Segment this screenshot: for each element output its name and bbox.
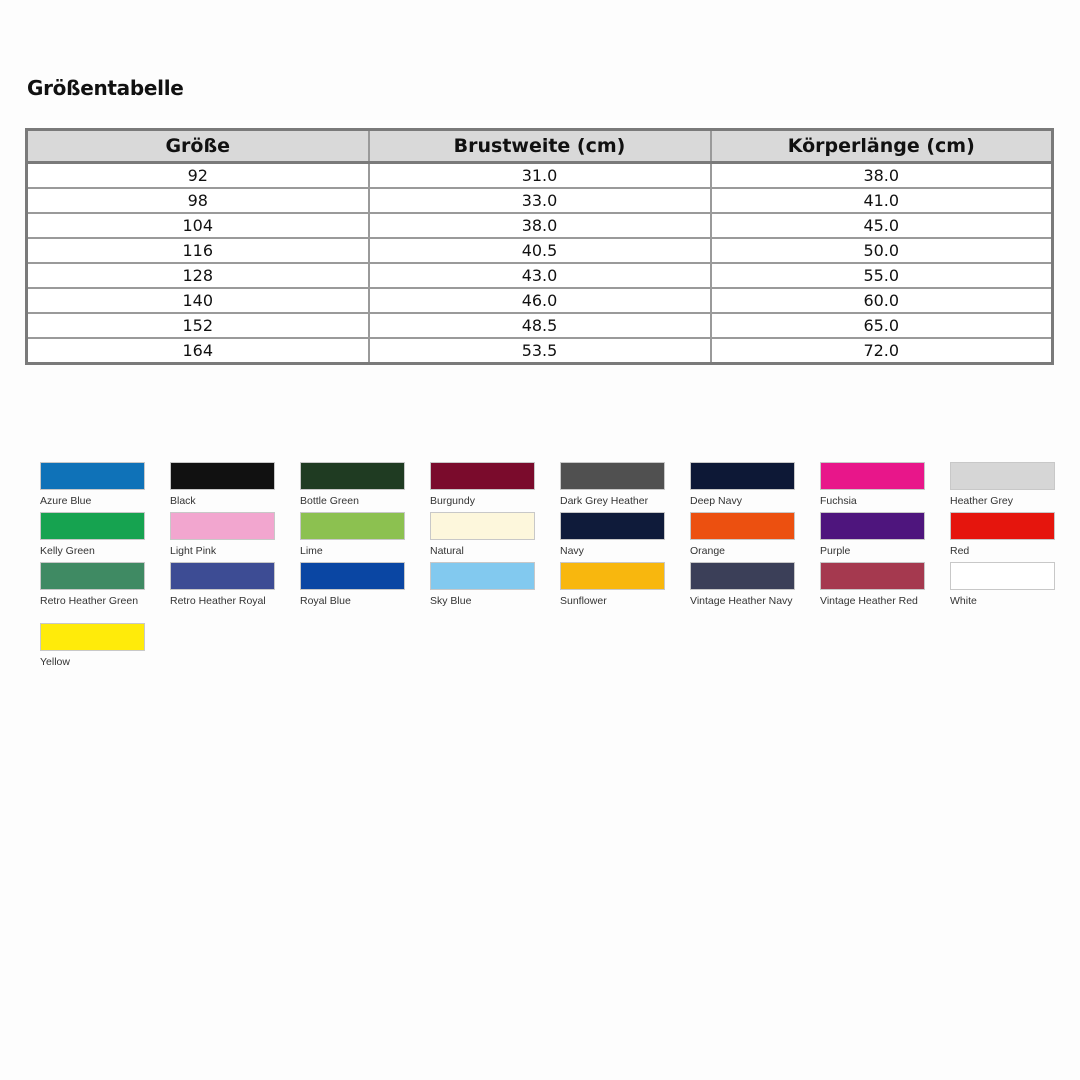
color-chip bbox=[560, 562, 665, 590]
color-label: Fuchsia bbox=[820, 495, 857, 507]
color-swatch bbox=[300, 512, 430, 562]
length-cell: 41.0 bbox=[711, 188, 1053, 213]
color-chip bbox=[950, 562, 1055, 590]
color-swatch bbox=[170, 562, 300, 623]
color-swatch-grid bbox=[40, 462, 1060, 673]
color-swatch bbox=[820, 462, 950, 512]
color-chip bbox=[300, 462, 405, 490]
size-cell: 92 bbox=[27, 163, 369, 189]
color-swatch bbox=[950, 462, 1080, 512]
color-label: Lime bbox=[300, 545, 323, 557]
table-row bbox=[27, 238, 1053, 263]
chest-cell: 38.0 bbox=[369, 213, 711, 238]
length-cell: 60.0 bbox=[711, 288, 1053, 313]
color-swatch bbox=[690, 512, 820, 562]
size-cell: 152 bbox=[27, 313, 369, 338]
table-row bbox=[27, 213, 1053, 238]
color-label: Kelly Green bbox=[40, 545, 95, 557]
color-label: Orange bbox=[690, 545, 726, 557]
length-cell: 65.0 bbox=[711, 313, 1053, 338]
color-label: Vintage Heather Navy bbox=[690, 595, 793, 607]
length-cell: 38.0 bbox=[711, 163, 1053, 189]
color-swatch bbox=[950, 562, 1080, 623]
table-header-row bbox=[27, 130, 1053, 163]
color-swatch bbox=[560, 512, 690, 562]
color-chip bbox=[950, 512, 1055, 540]
size-cell: 164 bbox=[27, 338, 369, 364]
color-chip bbox=[300, 512, 405, 540]
color-swatch bbox=[950, 512, 1080, 562]
color-swatch bbox=[820, 512, 950, 562]
color-swatch bbox=[690, 462, 820, 512]
color-swatch bbox=[300, 562, 430, 623]
color-swatch bbox=[40, 462, 170, 512]
color-chip bbox=[690, 512, 795, 540]
size-cell: 128 bbox=[27, 263, 369, 288]
color-label: Light Pink bbox=[170, 545, 217, 557]
color-swatch bbox=[40, 512, 170, 562]
size-table bbox=[25, 128, 1054, 365]
color-chip bbox=[820, 512, 925, 540]
color-label: Purple bbox=[820, 545, 851, 557]
chest-cell: 46.0 bbox=[369, 288, 711, 313]
color-label: Royal Blue bbox=[300, 595, 351, 607]
length-cell: 45.0 bbox=[711, 213, 1053, 238]
table-row bbox=[27, 263, 1053, 288]
color-label: Dark Grey Heather bbox=[560, 495, 649, 507]
color-swatch bbox=[40, 623, 170, 673]
color-chip bbox=[170, 512, 275, 540]
color-label: Vintage Heather Red bbox=[820, 595, 918, 607]
color-swatch bbox=[300, 462, 430, 512]
color-swatch bbox=[690, 562, 820, 623]
color-swatch bbox=[820, 562, 950, 623]
color-swatch bbox=[430, 562, 560, 623]
color-chip bbox=[430, 512, 535, 540]
length-cell: 72.0 bbox=[711, 338, 1053, 364]
length-cell: 55.0 bbox=[711, 263, 1053, 288]
length-cell: 50.0 bbox=[711, 238, 1053, 263]
chest-cell: 33.0 bbox=[369, 188, 711, 213]
color-swatch bbox=[430, 462, 560, 512]
color-chip bbox=[820, 562, 925, 590]
color-swatch bbox=[430, 512, 560, 562]
column-header-length: Körperlänge (cm) bbox=[711, 130, 1053, 163]
color-label: Burgundy bbox=[430, 495, 475, 507]
color-label: Natural bbox=[430, 545, 464, 557]
table-row bbox=[27, 313, 1053, 338]
color-label: Retro Heather Green bbox=[40, 595, 139, 607]
color-chip bbox=[690, 462, 795, 490]
size-cell: 104 bbox=[27, 213, 369, 238]
color-chip bbox=[430, 462, 535, 490]
color-chip bbox=[950, 462, 1055, 490]
color-chip bbox=[40, 562, 145, 590]
table-row bbox=[27, 188, 1053, 213]
color-chip bbox=[690, 562, 795, 590]
color-swatch bbox=[170, 462, 300, 512]
color-label: Heather Grey bbox=[950, 495, 1014, 507]
color-chip bbox=[560, 462, 665, 490]
page-title: Größentabelle bbox=[27, 76, 184, 100]
color-chip bbox=[820, 462, 925, 490]
color-chip bbox=[40, 512, 145, 540]
color-label: Retro Heather Royal bbox=[170, 595, 266, 607]
color-chip bbox=[40, 623, 145, 651]
color-swatch bbox=[170, 512, 300, 562]
chest-cell: 40.5 bbox=[369, 238, 711, 263]
color-label: Black bbox=[170, 495, 196, 507]
color-chip bbox=[40, 462, 145, 490]
size-cell: 98 bbox=[27, 188, 369, 213]
chest-cell: 48.5 bbox=[369, 313, 711, 338]
chest-cell: 43.0 bbox=[369, 263, 711, 288]
color-chip bbox=[170, 462, 275, 490]
color-label: Sky Blue bbox=[430, 595, 472, 607]
color-swatch bbox=[40, 562, 170, 623]
color-label: Deep Navy bbox=[690, 495, 742, 507]
size-cell: 116 bbox=[27, 238, 369, 263]
table-row bbox=[27, 288, 1053, 313]
color-chip bbox=[560, 512, 665, 540]
table-row bbox=[27, 163, 1053, 189]
color-label: Azure Blue bbox=[40, 495, 92, 507]
table-row bbox=[27, 338, 1053, 364]
chest-cell: 53.5 bbox=[369, 338, 711, 364]
color-label: White bbox=[950, 595, 977, 607]
size-cell: 140 bbox=[27, 288, 369, 313]
chest-cell: 31.0 bbox=[369, 163, 711, 189]
color-label: Bottle Green bbox=[300, 495, 359, 507]
color-label: Yellow bbox=[40, 656, 70, 668]
column-header-chest: Brustweite (cm) bbox=[369, 130, 711, 163]
column-header-size: Größe bbox=[27, 130, 369, 163]
color-chip bbox=[430, 562, 535, 590]
color-label: Red bbox=[950, 545, 970, 557]
color-label: Navy bbox=[560, 545, 584, 557]
color-chip bbox=[170, 562, 275, 590]
color-label: Sunflower bbox=[560, 595, 607, 607]
color-swatch bbox=[560, 562, 690, 623]
color-chip bbox=[300, 562, 405, 590]
color-swatch bbox=[560, 462, 690, 512]
